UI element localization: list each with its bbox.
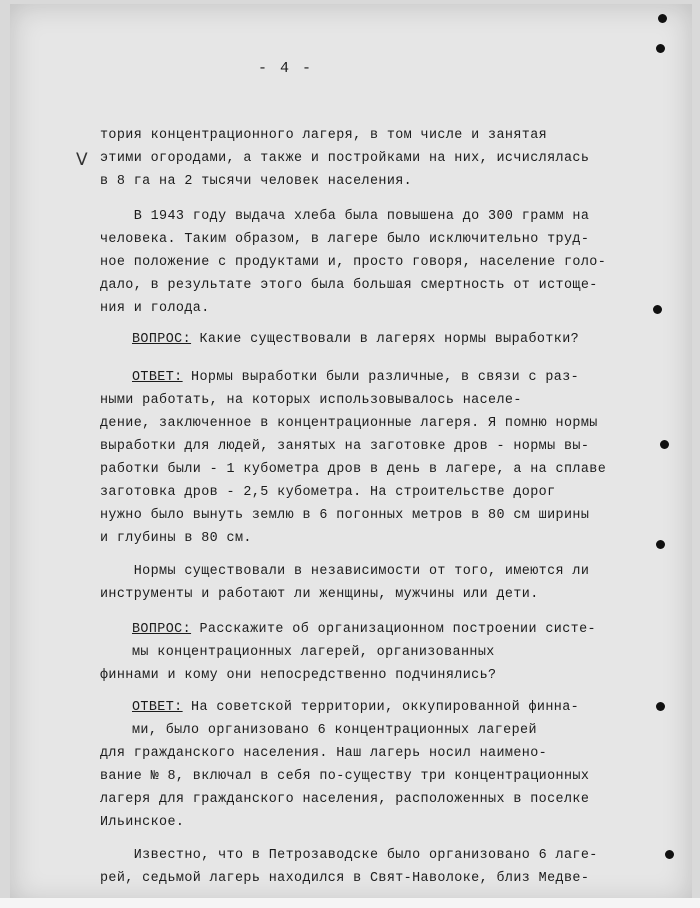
text-line: финнами и кому они непосредственно подчинялись? [100, 668, 497, 683]
text-line: ное положение с продуктами и, просто говоря, население голо- [100, 255, 607, 270]
page-bottom-edge [0, 898, 700, 908]
question-label: ВОПРОС: [132, 622, 192, 637]
question-line [132, 332, 579, 347]
binder-hole [656, 540, 665, 549]
text-line: человека. Таким образом, в лагере было исключительно труд- [100, 232, 590, 247]
text-line: Нормы выработки были различные, в связи с раз- [182, 370, 580, 385]
page-number: - 4 - [258, 60, 314, 77]
text-line: Известно, что в Петрозаводске было организовано 6 лаге- [100, 848, 598, 863]
answer-label: ОТВЕТ: [132, 700, 183, 715]
text-line: нужно было вынуть землю в 6 погонных метров в 80 см ширины [100, 508, 590, 523]
answer-line [132, 700, 579, 715]
binder-hole [656, 44, 665, 53]
margin-check-mark: V [76, 150, 88, 170]
answer-label: ОТВЕТ: [132, 370, 183, 385]
text-line: заготовка дров - 2,5 кубометра. На строительстве дорог [100, 485, 556, 500]
text-line: для гражданского населения. Наш лагерь носил наимено- [100, 746, 548, 761]
text-line: дение, заключенное в концентрационные лагеря. Я помню нормы [100, 416, 598, 431]
binder-hole [653, 305, 662, 314]
text-line: в 8 га на 2 тысячи человек населения. [100, 174, 413, 189]
text-line: дало, в результате этого была большая смертность от истоще- [100, 278, 598, 293]
text-line: мы концентрационных лагерей, организованных [132, 645, 495, 660]
text-line: выработки для людей, занятых на заготовке дров - нормы вы- [100, 439, 590, 454]
question-label: ВОПРОС: [132, 332, 192, 347]
binder-hole [658, 14, 667, 23]
text-line: На советской территории, оккупированной финна- [182, 700, 580, 715]
text-line: этими огородами, а также и постройками на них, исчислялась [100, 151, 590, 166]
binder-hole [660, 440, 669, 449]
text-line: тория концентрационного лагеря, в том числе и занятая [100, 128, 548, 143]
text-line: В 1943 году выдача хлеба была повышена до 300 грамм на [100, 209, 590, 224]
text-line: ния и голода. [100, 301, 210, 316]
text-line: Нормы существовали в независимости от того, имеются ли [100, 564, 590, 579]
text-line: Ильинское. [100, 815, 185, 830]
text-line: ми, было организовано 6 концентрационных лагерей [132, 723, 537, 738]
text-line: и глубины в 80 см. [100, 531, 252, 546]
text-line: Расскажите об организационном построении систе- [191, 622, 596, 637]
text-line: инструменты и работают ли женщины, мужчины или дети. [100, 587, 539, 602]
question-line [132, 622, 596, 637]
text-line: рей, седьмой лагерь находился в Свят-Наволоке, близ Медве- [100, 871, 590, 886]
binder-hole [665, 850, 674, 859]
answer-line [132, 370, 579, 385]
binder-hole [656, 702, 665, 711]
text-line: вание № 8, включал в себя по-существу три концентрационных [100, 769, 590, 784]
text-line: лагеря для гражданского населения, расположенных в поселке [100, 792, 590, 807]
text-line: работки были - 1 кубометра дров в день в лагере, а на сплаве [100, 462, 607, 477]
text-line: Какие существовали в лагерях нормы выработки? [191, 332, 580, 347]
text-line: ными работать, на которых использовывалось населе- [100, 393, 522, 408]
